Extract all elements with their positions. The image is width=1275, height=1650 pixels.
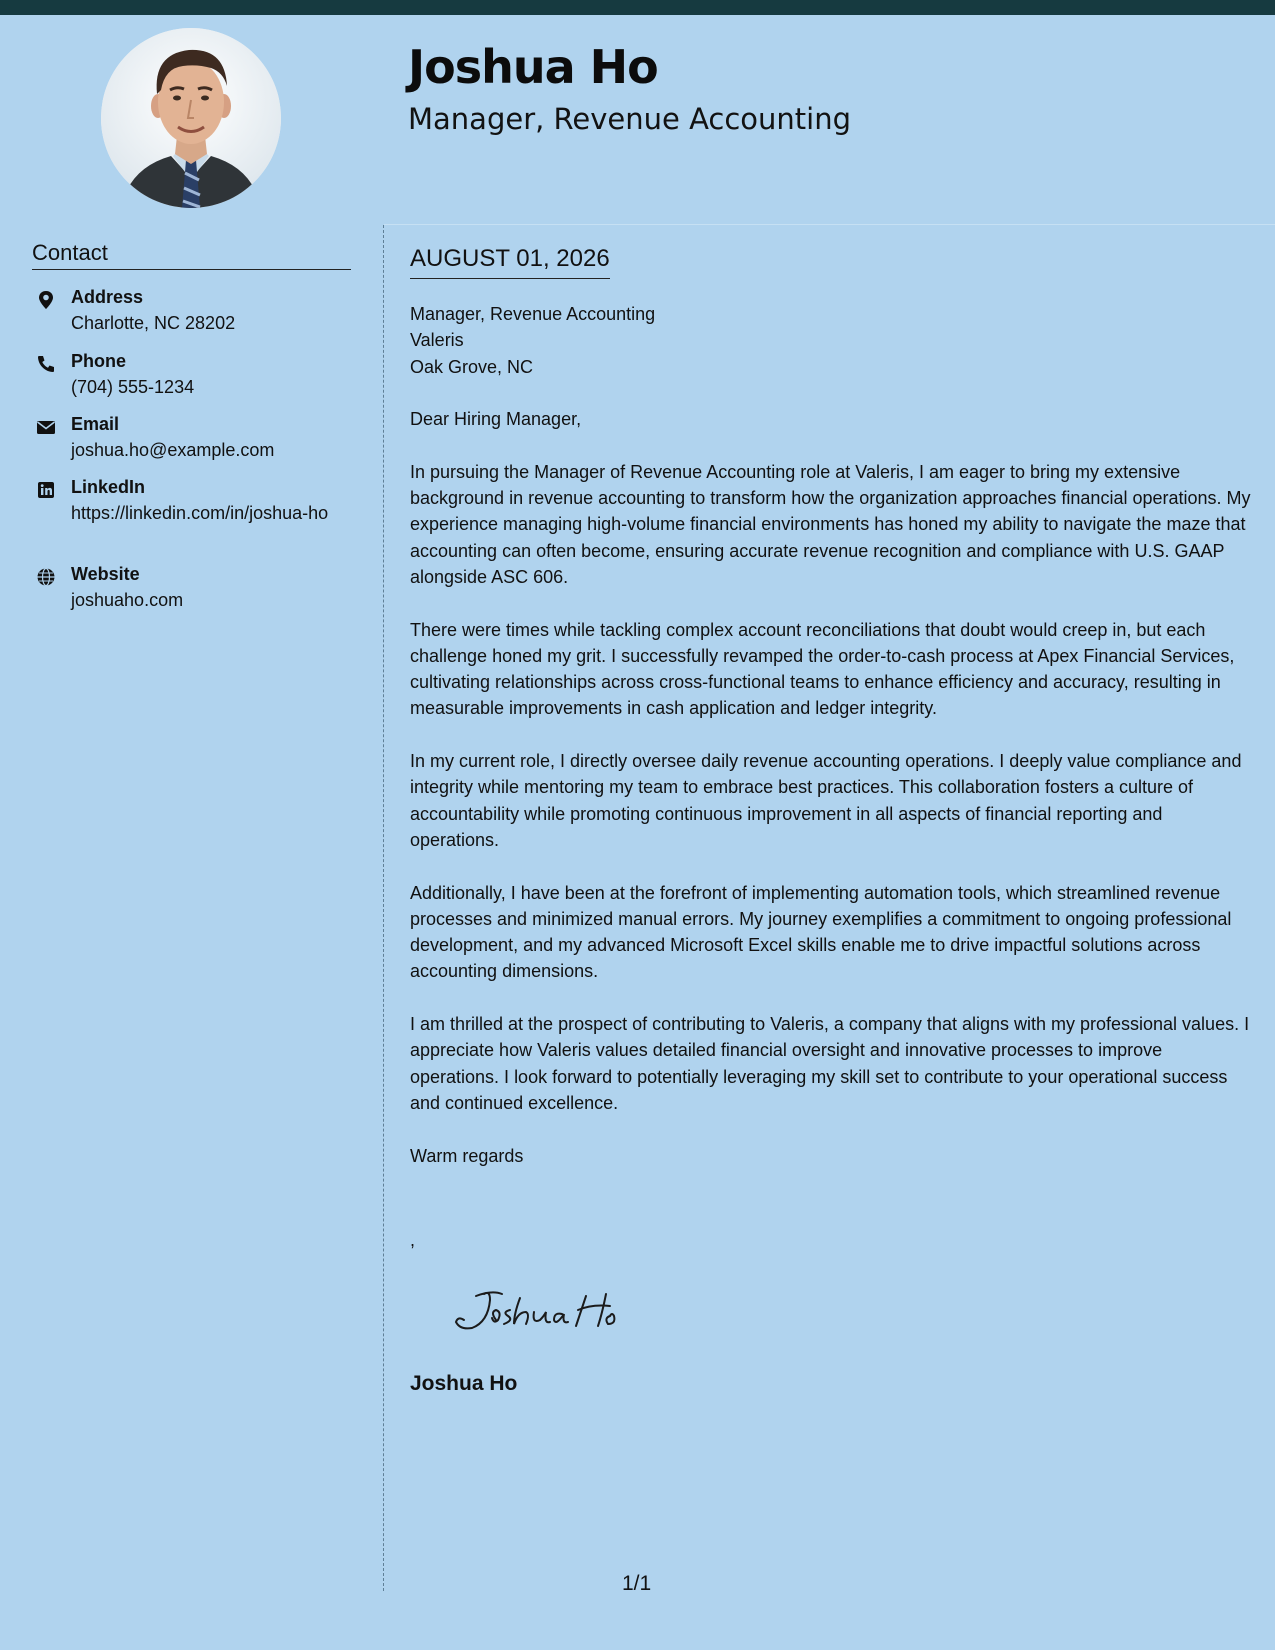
signature-name: Joshua Ho [410, 1372, 518, 1395]
page-number: 1/1 [622, 1572, 652, 1595]
column-divider [383, 225, 384, 1591]
candidate-name: Joshua Ho [408, 40, 658, 94]
contact-heading: Contact [32, 240, 351, 270]
contact-linkedin-link[interactable]: https://linkedin.com/in/joshua-ho [71, 503, 329, 523]
contact-email-link[interactable]: joshua.ho@example.com [71, 440, 275, 460]
globe-icon [36, 567, 56, 587]
recipient-block [410, 301, 1255, 380]
envelope-icon [36, 417, 56, 437]
letter-paragraph: In my current role, I directly oversee daily revenue accounting operations. I deeply value compliance and integrity while mentoring my team to embrace best practices. This collaboration fosters a culture of accountability while promoting continuous improvement in all aspects of financial reporting and operations. [410, 751, 1242, 850]
handwritten-signature-icon [450, 1284, 630, 1344]
profile-photo-icon [101, 28, 281, 208]
recipient-company: Valeris [410, 330, 464, 351]
closing-comma: , [410, 1230, 416, 1250]
candidate-job-title: Manager, Revenue Accounting [408, 102, 852, 136]
contact-address-label: Address [71, 287, 144, 307]
letter-paragraph: I am thrilled at the prospect of contributing to Valeris, a company that aligns with my professional values. I appreciate how Valeris values detailed financial oversight and innovative processes to improve operations. I look forward to potentially leveraging my skill set to contribute to your operational success and continued excellence. [410, 1014, 1250, 1113]
contact-linkedin-label: LinkedIn [71, 477, 146, 497]
contact-phone-value: (704) 555-1234 [71, 377, 195, 397]
top-accent-bar [0, 0, 1275, 15]
contact-address-value: Charlotte, NC 28202 [71, 313, 236, 333]
linkedin-icon [36, 480, 56, 500]
avatar [101, 28, 281, 208]
letter-paragraph: There were times while tackling complex account reconciliations that doubt would creep in, but each challenge honed my grit. I successfully revamped the order-to-cash process at Apex Financial Services, cultivating relationships across cross-functional teams to enhance efficiency and accuracy, resulting in measurable improvements in cash application and ledger integrity. [410, 619, 1235, 719]
closing: Warm regards [410, 1145, 524, 1166]
contact-email-label: Email [71, 414, 120, 434]
header-divider [384, 224, 1275, 225]
salutation: Dear Hiring Manager, [410, 409, 582, 430]
map-pin-icon [36, 290, 56, 310]
letter-paragraph: In pursuing the Manager of Revenue Accounting role at Valeris, I am eager to bring my extensive background in revenue accounting to transform how the organization approaches financial operations. My experience managing high-volume financial environments has honed my ability to navigate the maze that accounting can often become, ensuring accurate revenue recognition and compliance with U.S. GAAP alongside ASC 606. [410, 461, 1251, 587]
contact-website-link[interactable]: joshuaho.com [71, 590, 184, 610]
letter-body [410, 301, 1255, 1195]
recipient-title: Manager, Revenue Accounting [410, 304, 656, 324]
phone-icon [36, 354, 56, 374]
contact-website-label: Website [71, 564, 140, 584]
letter-date: AUGUST 01, 2026 [410, 245, 610, 279]
contact-phone-label: Phone [71, 351, 127, 371]
letter-paragraph: Additionally, I have been at the forefront of implementing automation tools, which streamlined revenue processes and minimized manual errors. My journey exemplifies a commitment to ongoing professional development, and my advanced Microsoft Excel skills enable me to drive impactful solutions across accounting dimensions. [410, 882, 1232, 982]
recipient-location: Oak Grove, NC [410, 356, 534, 377]
